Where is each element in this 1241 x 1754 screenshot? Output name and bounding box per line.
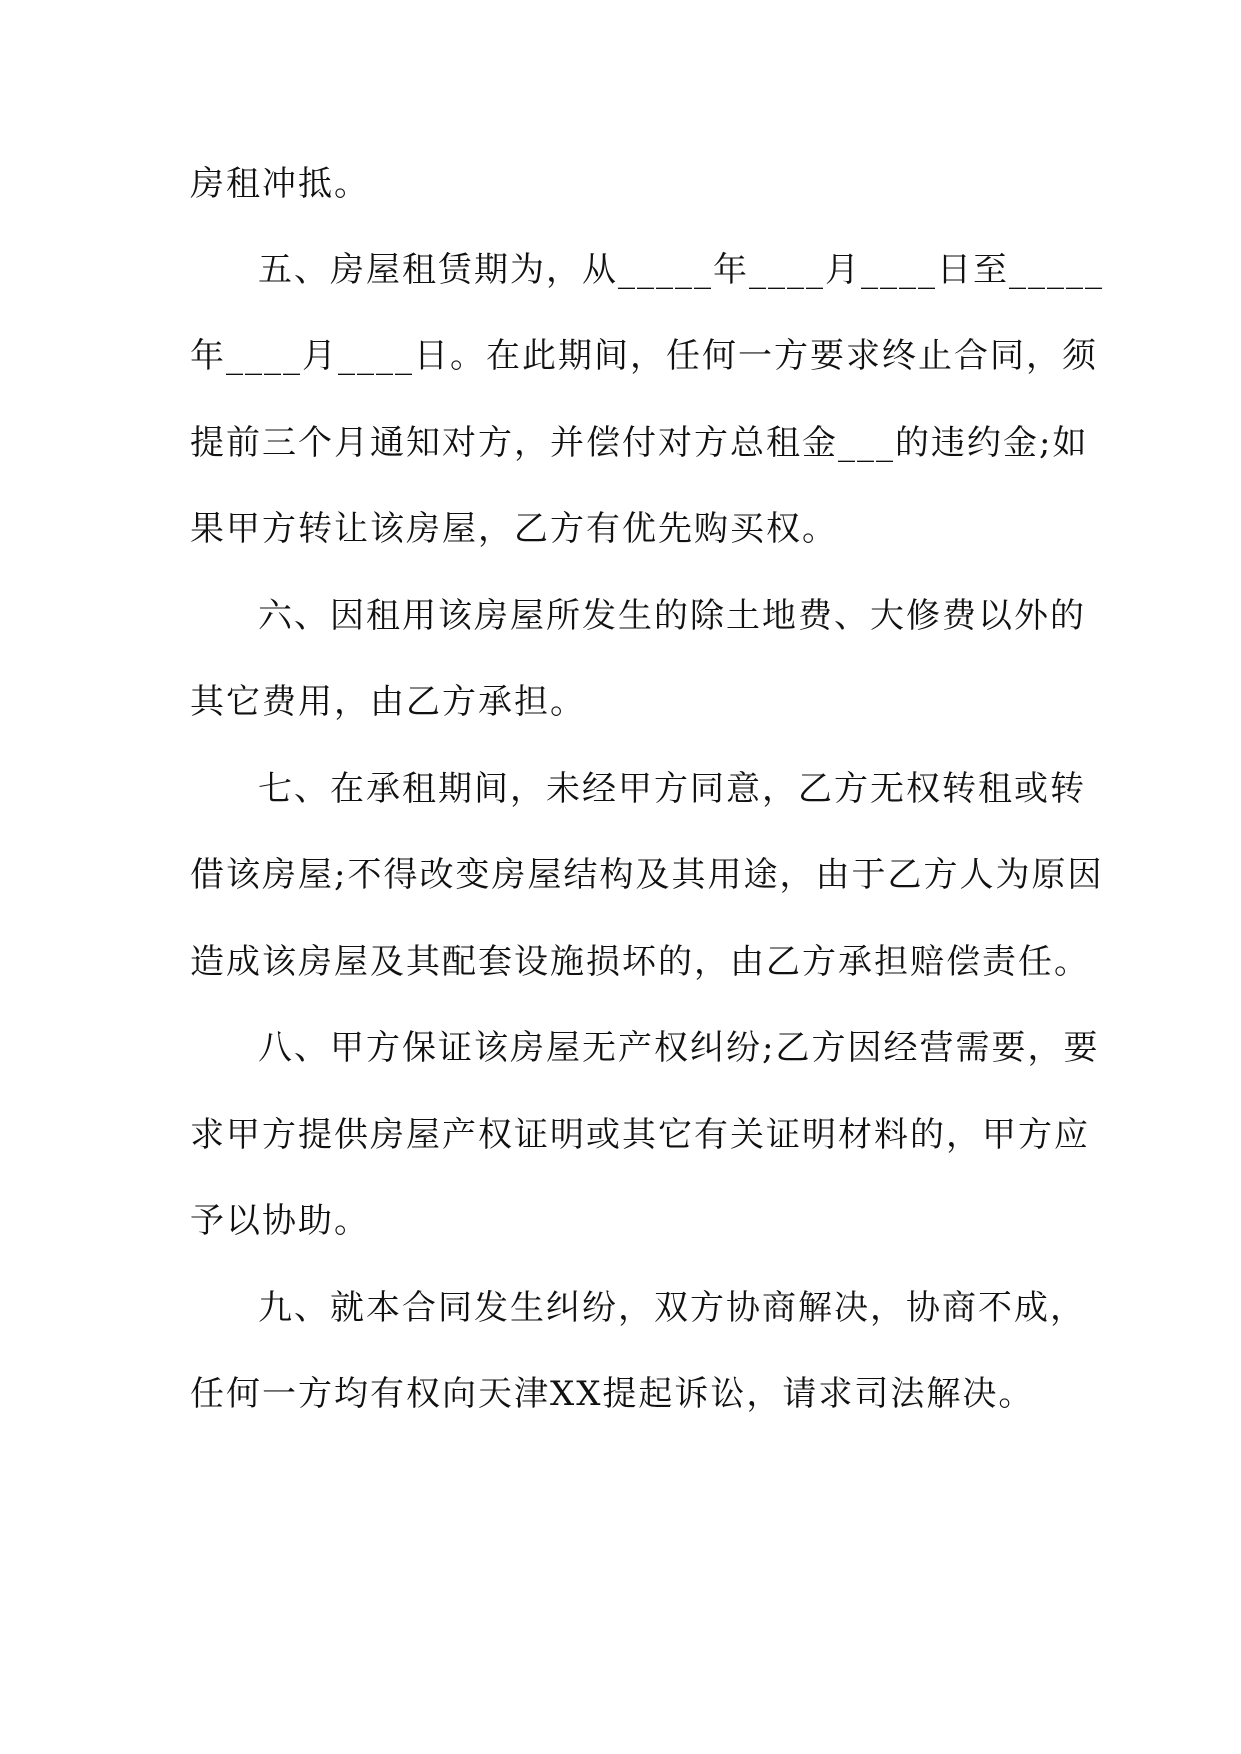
text-line: 其它费用，由乙方承担。 [190,682,586,722]
text-line: 求甲方提供房屋产权证明或其它有关证明材料的，甲方应 [190,1115,1090,1155]
text-line: 五、房屋租赁期为，从_____年____月____日至_____ [258,250,1104,290]
text-line: 借该房屋;不得改变房屋结构及其用途，由于乙方人为原因 [190,855,1104,895]
text-line: 提前三个月通知对方，并偿付对方总租金___的违约金;如 [190,423,1089,463]
text-line: 房租冲抵。 [190,164,370,204]
text-line: 予以协助。 [190,1201,370,1241]
text-line: 果甲方转让该房屋，乙方有优先购买权。 [190,509,838,549]
text-line: 九、就本合同发生纠纷，双方协商解决，协商不成， [258,1288,1086,1328]
text-line: 八、甲方保证该房屋无产权纠纷;乙方因经营需要，要 [258,1028,1100,1068]
text-line: 造成该房屋及其配套设施损坏的，由乙方承担赔偿责任。 [190,942,1090,982]
text-line: 六、因租用该房屋所发生的除土地费、大修费以外的 [258,596,1086,636]
text-line: 年____月____日。在此期间，任何一方要求终止合同，须 [190,336,1098,376]
text-line: 任何一方均有权向天津XX提起诉讼，请求司法解决。 [190,1374,1035,1414]
text-line: 七、在承租期间，未经甲方同意，乙方无权转租或转 [258,769,1086,809]
